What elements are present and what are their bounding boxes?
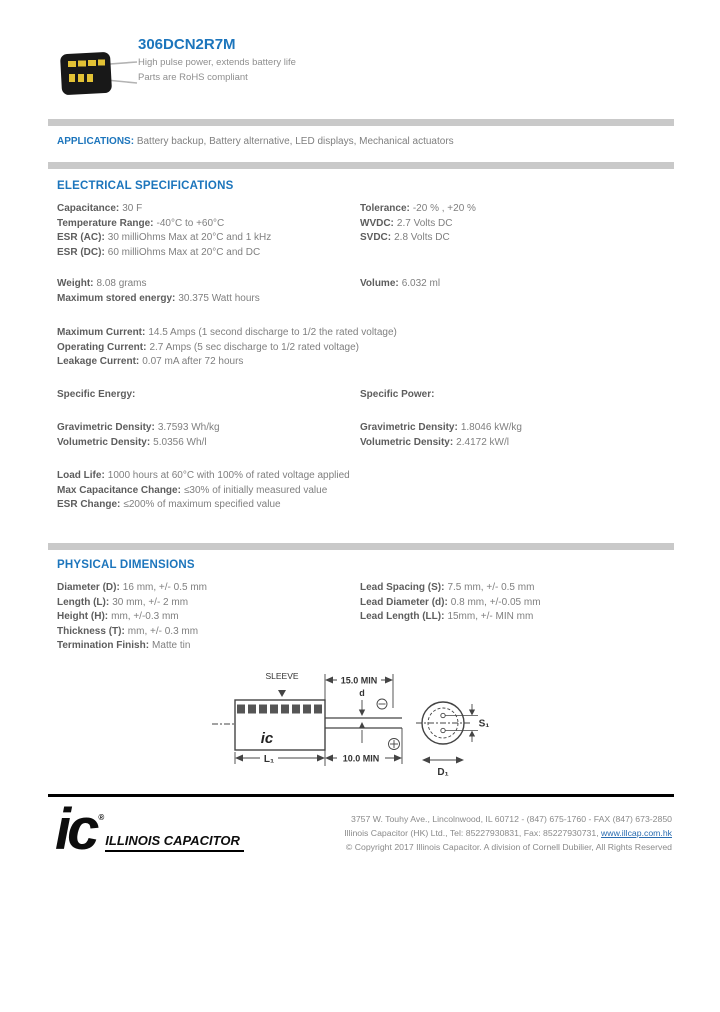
specific-energy-heading: Specific Energy: [57, 389, 136, 400]
spec-line: Lead Spacing (S): 7.5 mm, +/- 0.5 mm [360, 582, 535, 593]
capacitor-photo-graphic [58, 48, 138, 100]
spec-line: Tolerance: -20 % , +20 % [360, 203, 476, 214]
divider-bar-physical [48, 543, 674, 550]
spec-line: Max Capacitance Change: ≤30% of initially measured value [57, 484, 328, 496]
company-logo [55, 797, 244, 862]
dimension-diagram-svg [210, 664, 510, 796]
spec-line: Diameter (D): 16 mm, +/- 0.5 mm [57, 582, 207, 593]
electrical-title: ELECTRICAL SPECIFICATIONS [57, 180, 234, 192]
spec-line: Volumetric Density: 5.0356 Wh/l [57, 436, 207, 448]
spec-line: Capacitance: 30 F [57, 203, 143, 214]
capacitor-photo [58, 48, 138, 105]
diagram-10min-label: 10.0 MIN [342, 753, 380, 764]
spec-line: ESR (AC): 30 milliOhms Max at 20°C and 1 kHz [57, 232, 272, 244]
electrical-block6 [57, 469, 350, 513]
specific-energy-values [57, 421, 220, 450]
spec-line: Termination Finish: Matte tin [57, 640, 191, 652]
diagram-15min-label: 15.0 MIN [340, 675, 378, 686]
diagram-body-logo: ic [260, 730, 274, 747]
electrical-block1-left [57, 202, 271, 260]
tagline-1: High pulse power, extends battery life [138, 57, 296, 68]
spec-line: Gravimetric Density: 3.7593 Wh/kg [57, 422, 220, 433]
website-link[interactable]: www.illcap.com.hk [601, 828, 672, 838]
diagram-d-label: d [359, 688, 365, 698]
spec-line: Lead Length (LL): 15mm, +/- MIN mm [360, 611, 534, 623]
divider-bar-applications [48, 162, 674, 169]
spec-line: Height (H): mm, +/-0.3 mm [57, 611, 179, 623]
spec-line: Leakage Current: 0.07 mA after 72 hours [57, 356, 244, 368]
footer-rule [48, 794, 674, 797]
spec-line: Volumetric Density: 2.4172 kW/l [360, 436, 509, 448]
electrical-block2-left [57, 277, 260, 306]
footer-contact-line [272, 826, 672, 840]
part-number: 306DCN2R7M [138, 36, 236, 53]
spec-line: Length (L): 30 mm, +/- 2 mm [57, 596, 189, 608]
physical-right [360, 581, 541, 625]
spec-line: WVDC: 2.7 Volts DC [360, 217, 453, 229]
applications-label: APPLICATIONS: [57, 136, 135, 147]
spec-line: Load Life: 1000 hours at 60°C with 100% of rated voltage applied [57, 470, 350, 481]
logo-ic-glyph: ic [55, 797, 96, 862]
spec-line: ESR (DC): 60 milliOhms Max at 20°C and DC [57, 246, 261, 258]
diagram-l1-label: L₁ [263, 754, 275, 765]
specific-power-values [360, 421, 522, 450]
diagram-s1-label: S₁ [478, 718, 490, 730]
physical-left [57, 581, 207, 654]
spec-line: Lead Diameter (d): 0.8 mm, +/-0.05 mm [360, 596, 541, 608]
spec-line: Volume: 6.032 ml [360, 278, 441, 289]
applications-text: Battery backup, Battery alternative, LED displays, Mechanical actuators [136, 136, 454, 147]
electrical-block2-right [360, 277, 440, 292]
logo-company-name: ILLINOIS CAPACITOR [105, 833, 244, 852]
spec-line: Gravimetric Density: 1.8046 kW/kg [360, 422, 522, 433]
registered-mark: ® [98, 813, 105, 822]
diagram-d1-label: D₁ [437, 767, 449, 778]
spec-line: SVDC: 2.8 Volts DC [360, 232, 450, 244]
footer-copyright-line: © Copyright 2017 Illinois Capacitor. A division of Cornell Dubilier, All Rights Reserved [345, 842, 672, 852]
divider-bar-top [48, 119, 674, 126]
spec-line: Maximum Current: 14.5 Amps (1 second discharge to 1/2 the rated voltage) [57, 327, 397, 338]
spec-line: Operating Current: 2.7 Amps (5 sec discharge to 1/2 rated voltage) [57, 341, 360, 353]
spec-line: Temperature Range: -40°C to +60°C [57, 217, 225, 229]
diagram-sleeve-label: SLEEVE [265, 671, 299, 681]
dimension-diagram [210, 664, 510, 801]
electrical-block3 [57, 326, 397, 370]
spec-line: Weight: 8.08 grams [57, 278, 147, 289]
footer-address-block [272, 812, 672, 854]
tagline-2: Parts are RoHS compliant [138, 72, 248, 83]
spec-line: Thickness (T): mm, +/- 0.3 mm [57, 625, 199, 637]
spec-line: ESR Change: ≤200% of maximum specified value [57, 499, 281, 511]
specific-power-heading: Specific Power: [360, 389, 435, 400]
footer-address-line: 3757 W. Touhy Ave., Lincolnwood, IL 60712 - (847) 675-1760 - FAX (847) 673-2850 [350, 814, 672, 824]
physical-title: PHYSICAL DIMENSIONS [57, 559, 195, 571]
footer-hk-text: Illinois Capacitor (HK) Ltd., Tel: 85227930831, Fax: 85227930731, [344, 828, 602, 838]
spec-line: Maximum stored energy: 30.375 Watt hours [57, 292, 260, 304]
electrical-block1-right [360, 202, 476, 246]
applications-line [57, 136, 454, 147]
